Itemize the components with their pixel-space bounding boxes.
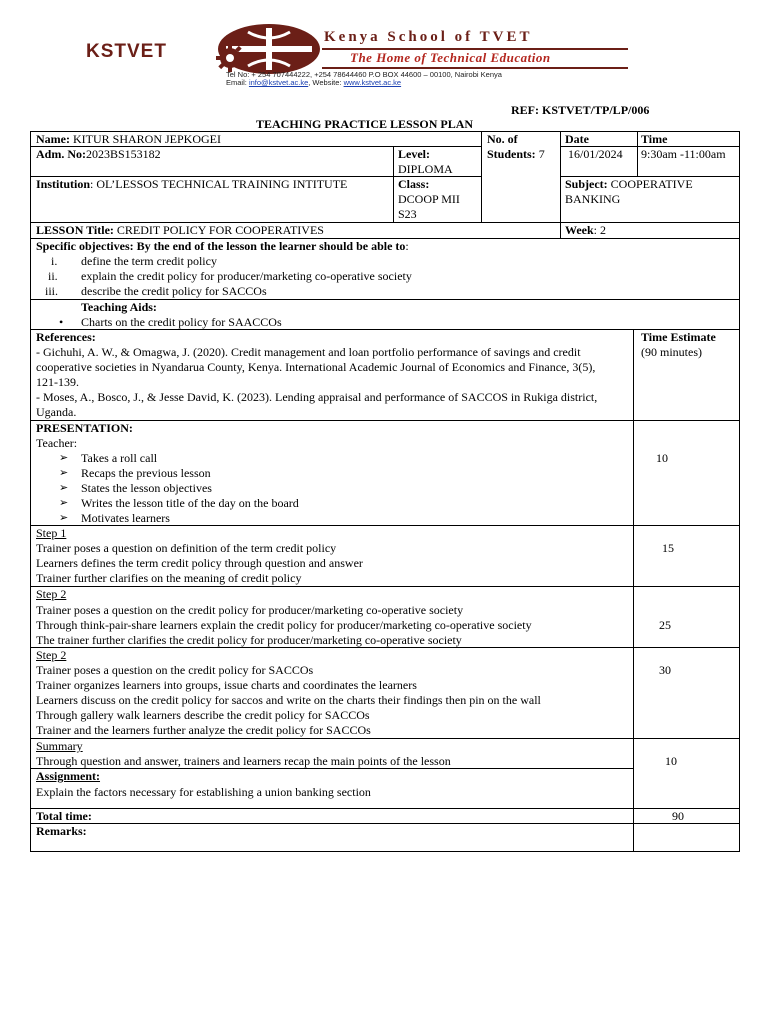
assignment-line: Explain the factors necessary for establishing a union banking section	[36, 785, 371, 799]
step-1-line: Trainer poses a question on definition of the term credit policy	[36, 541, 337, 555]
email-link[interactable]: info@kstvet.ac.ke	[248, 78, 309, 87]
step-2-line: The trainer further clarifies the credit policy for producer/marketing co-operative society	[36, 633, 462, 647]
col-divider	[637, 131, 638, 177]
summary-time: 10	[665, 754, 677, 768]
class-value-line1: DCOOP MII	[398, 192, 460, 206]
step-2-time: 25	[659, 618, 671, 632]
reference-line: - Moses, A., Bosco, J., & Jesse David, K. (2023). Lending appraisal and performance of SACCOS in Rukiga district,	[36, 390, 598, 404]
step-3-label: Step 2	[36, 648, 67, 662]
step-2-line: Through think-pair-share learners explain the credit policy for producer/marketing co-operative society	[36, 618, 532, 632]
total-time-value: 90	[672, 809, 684, 823]
page-title: TEACHING PRACTICE LESSON PLAN	[256, 117, 474, 131]
col-divider	[560, 131, 561, 239]
table-border-left	[30, 131, 31, 852]
step-3-line: Trainer and the learners further analyze the credit policy for SACCOs	[36, 723, 371, 737]
date-value: 16/01/2024	[568, 147, 623, 161]
assignment-label: Assignment:	[36, 769, 101, 783]
lesson-title: LESSON Title: CREDIT POLICY FOR COOPERATIVES	[36, 223, 324, 237]
objective-num: iii.	[45, 284, 59, 298]
arrow-bullet-icon: ➢	[59, 452, 69, 464]
references-heading: References:	[36, 330, 96, 344]
teacher-label: Teacher:	[36, 436, 78, 450]
col-divider	[633, 329, 634, 852]
remarks-label: Remarks:	[36, 824, 87, 838]
institution: Institution: OL’LESSOS TECHNICAL TRAINING INTITUTE	[36, 177, 348, 191]
teaching-aid-item: Charts on the credit policy for SAACCOs	[81, 315, 282, 329]
website-label: , Website:	[308, 78, 342, 87]
students-count: Students: 7	[487, 147, 545, 161]
email-label: Email:	[226, 78, 247, 87]
level-label: Level:	[398, 147, 430, 161]
presentation-heading: PRESENTATION:	[36, 421, 133, 435]
objective-item: describe the credit policy for SACCOs	[81, 284, 267, 298]
subject-line2: BANKING	[565, 192, 621, 206]
presentation-item: Takes a roll call	[81, 451, 158, 465]
class-label: Class:	[398, 177, 430, 191]
arrow-bullet-icon: ➢	[59, 512, 69, 524]
summary-line: Through question and answer, trainers and learners recap the main points of the lesson	[36, 754, 451, 768]
week: Week: 2	[565, 223, 607, 237]
arrow-bullet-icon: ➢	[59, 482, 69, 494]
contact-email-website	[226, 78, 401, 87]
presentation-item: States the lesson objectives	[81, 481, 212, 495]
date-label: Date	[565, 132, 589, 146]
school-slogan: The Home of Technical Education	[350, 50, 551, 65]
students-label: No. of	[487, 132, 518, 146]
admission-number: Adm. No:2023BS153182	[36, 147, 161, 161]
trainee-name: Name: KITUR SHARON JEPKOGEI	[36, 132, 221, 146]
website-link[interactable]: www.kstvet.ac.ke	[343, 78, 402, 87]
step-1-line: Trainer further clarifies on the meaning of credit policy	[36, 571, 302, 585]
objectives-heading: Specific objectives: By the end of the lesson the learner should be able to:	[36, 239, 409, 253]
step-3-line: Trainer poses a question on the credit policy for SACCOs	[36, 663, 314, 677]
presentation-item: Recaps the previous lesson	[81, 466, 211, 480]
summary-label: Summary	[36, 739, 83, 753]
school-name: Kenya School of TVET	[324, 29, 533, 45]
reference-number: REF: KSTVET/TP/LP/006	[511, 103, 650, 117]
bullet-icon: •	[59, 315, 64, 329]
step-1-time: 15	[662, 541, 674, 555]
step-3-line: Through gallery walk learners describe the credit policy for SACCOs	[36, 708, 370, 722]
objective-item: explain the credit policy for producer/marketing co-operative society	[81, 269, 412, 283]
presentation-time: 10	[656, 451, 668, 465]
step-2-label: Step 2	[36, 587, 67, 601]
step-3-line: Learners discuss on the credit policy for saccos and write on the charts their findings then pin on the wall	[36, 693, 541, 707]
col-divider	[393, 146, 394, 223]
time-estimate-heading: Time Estimate	[641, 330, 716, 344]
header-rule-bottom	[322, 67, 628, 69]
presentation-item: Writes the lesson title of the day on the board	[81, 496, 299, 510]
objective-num: i.	[51, 254, 58, 268]
contact-line: Tel No: + 254 707444222, +254 78644460 P.O BOX 44600 – 00100, Nairobi Kenya	[226, 70, 502, 79]
step-1-line: Learners defines the term credit policy through question and answer	[36, 556, 363, 570]
total-time-label: Total time:	[36, 809, 92, 823]
table-border-right	[739, 131, 740, 852]
level-value: DIPLOMA	[398, 162, 453, 176]
objective-item: define the term credit policy	[81, 254, 217, 268]
time-estimate-total: (90 minutes)	[641, 345, 702, 359]
step-2-line: Trainer poses a question on the credit policy for producer/marketing co-operative society	[36, 603, 464, 617]
step-3-time: 30	[659, 663, 671, 677]
subject: Subject: COOPERATIVE	[565, 177, 693, 191]
class-value-line2: S23	[398, 207, 417, 221]
col-divider	[481, 131, 482, 223]
arrow-bullet-icon: ➢	[59, 467, 69, 479]
presentation-item: Motivates learners	[81, 511, 170, 525]
reference-line: Uganda.	[36, 405, 77, 419]
reference-line: cooperative societies in Nyandarua County, Kenya. International Academic Journal of Economics and Finance, 3(5),	[36, 360, 596, 374]
time-value: 9:30am -11:00am	[641, 147, 726, 161]
time-label: Time	[641, 132, 668, 146]
reference-line: 121-139.	[36, 375, 79, 389]
logo-wordmark: KSTVET	[86, 41, 167, 62]
objective-num: ii.	[48, 269, 58, 283]
gear-icon	[216, 44, 244, 72]
step-1-label: Step 1	[36, 526, 67, 540]
reference-line: - Gichuhi, A. W., & Omagwa, J. (2020). Credit management and loan portfolio performance of savings and credit	[36, 345, 581, 359]
arrow-bullet-icon: ➢	[59, 497, 69, 509]
teaching-aids-heading: Teaching Aids:	[81, 300, 157, 314]
step-3-line: Trainer organizes learners into groups, issue charts and coordinates the learners	[36, 678, 417, 692]
